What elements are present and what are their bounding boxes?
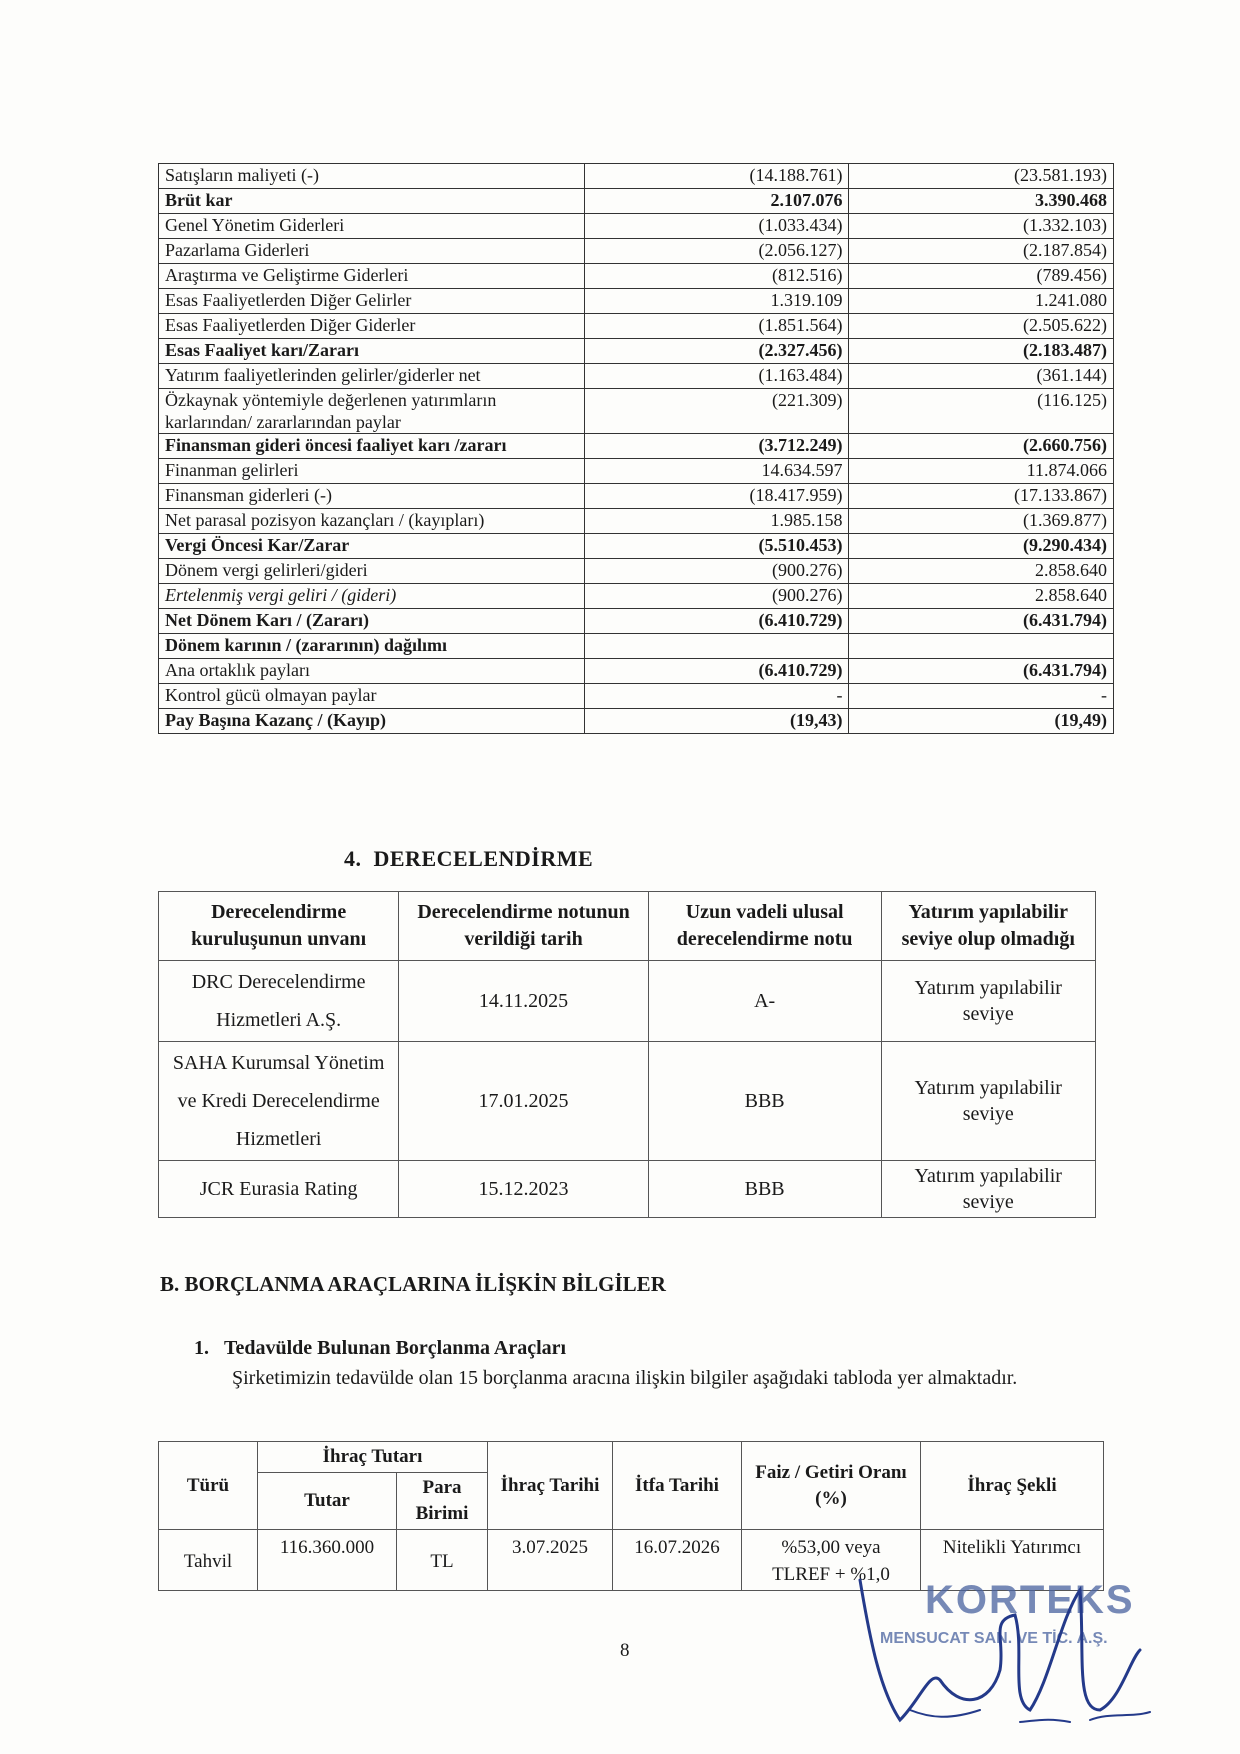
income-row-label: Esas Faaliyetlerden Diğer Giderler <box>159 314 585 339</box>
borrow-header-amount: Tutar <box>258 1473 397 1530</box>
income-row-value-previous: (9.290.434) <box>849 534 1114 559</box>
rating-agency: SAHA Kurumsal Yönetim ve Kredi Derecelendirme Hizmetleri <box>159 1042 399 1161</box>
income-row-label: Esas Faaliyetlerden Diğer Gelirler <box>159 289 585 314</box>
company-stamp-subtitle: MENSUCAT SAN. VE TİC. A.Ş. <box>880 1630 1108 1647</box>
income-row-value-previous: 3.390.468 <box>849 189 1114 214</box>
income-row-value-previous: (17.133.867) <box>849 484 1114 509</box>
rating-row <box>159 1161 1096 1218</box>
income-row-value-current: (221.309) <box>585 389 849 434</box>
income-row-label: Ana ortaklık payları <box>159 659 585 684</box>
rating-header-agency: Derecelendirme kuruluşunun unvanı <box>159 892 399 961</box>
income-row-value-current: 1.319.109 <box>585 289 849 314</box>
income-row-value-previous: (19,49) <box>849 709 1114 734</box>
rating-grade: A- <box>648 961 881 1042</box>
income-row <box>159 189 1114 214</box>
income-row-value-current: (6.410.729) <box>585 659 849 684</box>
income-row-label: Özkaynak yöntemiyle değerlenen yatırımların karlarından/ zararlarından paylar <box>159 389 585 434</box>
borrow-header-method: İhraç Şekli <box>921 1442 1104 1530</box>
income-row-label: Satışların maliyeti (-) <box>159 164 585 189</box>
income-row <box>159 389 1114 434</box>
rating-section-heading <box>344 846 593 872</box>
rating-row <box>159 961 1096 1042</box>
borrow-amount: 116.360.000 <box>258 1530 397 1591</box>
rating-header-row <box>159 892 1096 961</box>
income-row <box>159 684 1114 709</box>
income-row-label: Net Dönem Karı / (Zararı) <box>159 609 585 634</box>
borrow-header-issue-date: İhraç Tarihi <box>488 1442 613 1530</box>
income-row-value-previous <box>849 634 1114 659</box>
subsection-paragraph: Şirketimizin tedavülde olan 15 borçlanma aracına ilişkin bilgiler aşağıdaki tabloda yer almaktadır. <box>232 1367 1018 1389</box>
rating-section-title: DERECELENDİRME <box>373 846 594 871</box>
income-row-label: Finansman gideri öncesi faaliyet karı /zararı <box>159 434 585 459</box>
income-row-value-previous: (116.125) <box>849 389 1114 434</box>
rating-agency: DRC Derecelendirme Hizmetleri A.Ş. <box>159 961 399 1042</box>
income-row <box>159 659 1114 684</box>
rating-header-date: Derecelendirme notunun verildiği tarih <box>399 892 648 961</box>
borrow-header-rate: Faiz / Getiri Oranı (%) <box>742 1442 921 1530</box>
borrow-type: Tahvil <box>159 1530 258 1591</box>
rating-date: 15.12.2023 <box>399 1161 648 1218</box>
income-row <box>159 214 1114 239</box>
income-row <box>159 509 1114 534</box>
borrow-header-type: Türü <box>159 1442 258 1530</box>
income-row <box>159 314 1114 339</box>
rating-section-number: 4. <box>344 846 362 871</box>
income-row-value-previous: 2.858.640 <box>849 584 1114 609</box>
income-row-value-current: 14.634.597 <box>585 459 849 484</box>
income-row-label: Finansman giderleri (-) <box>159 484 585 509</box>
page-number: 8 <box>620 1640 630 1661</box>
income-row-value-current: (900.276) <box>585 584 849 609</box>
income-row <box>159 264 1114 289</box>
income-row-value-previous: (2.505.622) <box>849 314 1114 339</box>
subsection-number: 1. <box>194 1337 209 1359</box>
signature-graphic <box>840 1560 1170 1740</box>
income-row-value-current: (3.712.249) <box>585 434 849 459</box>
income-row <box>159 559 1114 584</box>
rating-grade: BBB <box>648 1161 881 1218</box>
income-row-label: Dönem karının / (zararının) dağılımı <box>159 634 585 659</box>
income-row-label: Kontrol gücü olmayan paylar <box>159 684 585 709</box>
income-row-label: Pay Başına Kazanç / (Kayıp) <box>159 709 585 734</box>
income-row-label: Araştırma ve Geliştirme Giderleri <box>159 264 585 289</box>
income-row <box>159 459 1114 484</box>
rating-agency: JCR Eurasia Rating <box>159 1161 399 1218</box>
rating-row <box>159 1042 1096 1161</box>
income-row <box>159 709 1114 734</box>
income-row <box>159 239 1114 264</box>
rating-eval: Yatırım yapılabilir seviye <box>881 1042 1096 1161</box>
income-row-value-current <box>585 634 849 659</box>
company-stamp-name: KORTEKS <box>925 1578 1135 1622</box>
rating-eval: Yatırım yapılabilir seviye <box>881 961 1096 1042</box>
rating-eval: Yatırım yapılabilir seviye <box>881 1161 1096 1218</box>
income-row <box>159 364 1114 389</box>
income-row-value-current: (1.033.434) <box>585 214 849 239</box>
income-row-value-previous: (2.660.756) <box>849 434 1114 459</box>
income-row-value-previous: (361.144) <box>849 364 1114 389</box>
rating-date: 14.11.2025 <box>399 961 648 1042</box>
income-row-value-current: (1.163.484) <box>585 364 849 389</box>
income-row-value-current: 1.985.158 <box>585 509 849 534</box>
income-row-value-current: - <box>585 684 849 709</box>
income-row-value-previous: - <box>849 684 1114 709</box>
income-row-value-previous: 11.874.066 <box>849 459 1114 484</box>
income-row-value-previous: (2.183.487) <box>849 339 1114 364</box>
income-row <box>159 584 1114 609</box>
income-row-label: Ertelenmiş vergi geliri / (gideri) <box>159 584 585 609</box>
rating-header-eval: Yatırım yapılabilir seviye olup olmadığı <box>881 892 1096 961</box>
rating-grade: BBB <box>648 1042 881 1161</box>
income-row <box>159 289 1114 314</box>
income-row-value-previous: (789.456) <box>849 264 1114 289</box>
income-row-label: Pazarlama Giderleri <box>159 239 585 264</box>
income-row <box>159 634 1114 659</box>
subsection-heading <box>194 1337 566 1360</box>
income-row-value-previous: (23.581.193) <box>849 164 1114 189</box>
income-row-label: Genel Yönetim Giderleri <box>159 214 585 239</box>
income-row-value-current: (1.851.564) <box>585 314 849 339</box>
income-row-value-current: 2.107.076 <box>585 189 849 214</box>
income-row-value-previous: (6.431.794) <box>849 659 1114 684</box>
borrow-method: Nitelikli Yatırımcı <box>921 1530 1104 1591</box>
income-row <box>159 534 1114 559</box>
rating-table <box>158 891 1096 1218</box>
section-b-title: B. BORÇLANMA ARAÇLARINA İLİŞKİN BİLGİLER <box>160 1272 666 1296</box>
income-row <box>159 609 1114 634</box>
income-row-label: Vergi Öncesi Kar/Zarar <box>159 534 585 559</box>
income-row-value-previous: 2.858.640 <box>849 559 1114 584</box>
income-row-value-previous: (1.332.103) <box>849 214 1114 239</box>
income-row-label: Brüt kar <box>159 189 585 214</box>
income-row <box>159 339 1114 364</box>
income-row-value-current: (14.188.761) <box>585 164 849 189</box>
rating-date: 17.01.2025 <box>399 1042 648 1161</box>
income-row-value-current: (6.410.729) <box>585 609 849 634</box>
income-row <box>159 484 1114 509</box>
income-row <box>159 164 1114 189</box>
borrow-issue-date: 3.07.2025 <box>488 1530 613 1591</box>
income-row-value-previous: (1.369.877) <box>849 509 1114 534</box>
income-statement-table <box>158 163 1114 734</box>
income-row-value-current: (18.417.959) <box>585 484 849 509</box>
income-row-value-current: (5.510.453) <box>585 534 849 559</box>
income-row-value-current: (812.516) <box>585 264 849 289</box>
borrow-rate-line1: %53,00 veya <box>781 1537 881 1558</box>
income-row-value-previous: (2.187.854) <box>849 239 1114 264</box>
income-row-label: Finanman gelirleri <box>159 459 585 484</box>
borrow-header-issue-amount: İhraç Tutarı <box>258 1442 488 1473</box>
income-row-value-current: (19,43) <box>585 709 849 734</box>
subsection-title: Tedavülde Bulunan Borçlanma Araçları <box>224 1337 567 1359</box>
income-row <box>159 434 1114 459</box>
borrow-rate-line2: TLREF + %1,0 <box>772 1564 890 1585</box>
signature-stroke-2 <box>910 1710 1150 1722</box>
income-statement-body <box>159 164 1114 734</box>
borrow-header-currency: Para Birimi <box>397 1473 488 1530</box>
borrow-maturity: 16.07.2026 <box>613 1530 742 1591</box>
income-row-label: Yatırım faaliyetlerinden gelirler/giderler net <box>159 364 585 389</box>
income-row-value-current: (900.276) <box>585 559 849 584</box>
borrow-currency: TL <box>397 1530 488 1591</box>
borrow-header-maturity: İtfa Tarihi <box>613 1442 742 1530</box>
borrow-header-row <box>159 1442 1104 1473</box>
income-row-label: Esas Faaliyet karı/Zararı <box>159 339 585 364</box>
income-row-label: Net parasal pozisyon kazançları / (kayıpları) <box>159 509 585 534</box>
signature-stroke-1 <box>860 1580 1140 1720</box>
income-row-value-previous: 1.241.080 <box>849 289 1114 314</box>
rating-header-grade: Uzun vadeli ulusal derecelendirme notu <box>648 892 881 961</box>
income-row-value-previous: (6.431.794) <box>849 609 1114 634</box>
income-row-value-current: (2.327.456) <box>585 339 849 364</box>
income-row-value-current: (2.056.127) <box>585 239 849 264</box>
income-row-label: Dönem vergi gelirleri/gideri <box>159 559 585 584</box>
